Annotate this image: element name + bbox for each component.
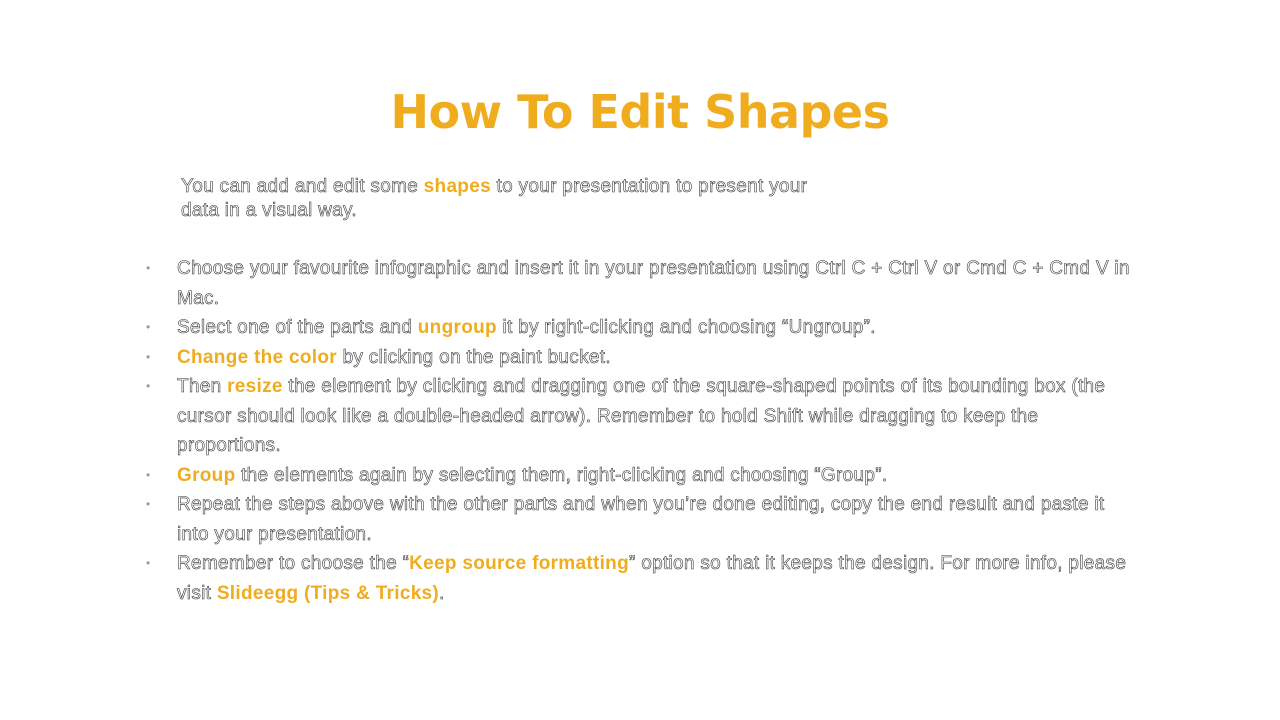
bullet-dot-icon: • xyxy=(146,349,151,364)
highlight-text: Group xyxy=(177,464,236,486)
list-item xyxy=(140,313,1140,343)
intro-highlight: shapes xyxy=(423,176,491,197)
body-text: Repeat the steps above with the other parts and when you’re done editing, copy the end result and paste it into your presentation. xyxy=(177,494,1105,545)
body-text: Then xyxy=(177,376,228,397)
list-item xyxy=(140,461,1140,491)
list-item xyxy=(140,549,1140,608)
body-text: by clicking on the paint bucket. xyxy=(336,346,611,368)
highlight-text: Slideegg (Tips & Tricks) xyxy=(216,582,440,604)
bullet-dot-icon: • xyxy=(146,497,151,511)
body-text: the element by clicking and dragging one of the square-shaped points of its bounding box (the cursor should look like a double-headed arrow). Remember to hold Shift while dragging to keep the proportions. xyxy=(177,376,1106,456)
highlight-text: resize xyxy=(227,376,283,397)
bullet-dot-icon: • xyxy=(146,379,151,393)
instruction-list xyxy=(140,254,1140,608)
body-text: Select one of the parts and xyxy=(177,317,418,338)
intro-text-post: to your presentation to present your data in a visual way. xyxy=(181,176,808,221)
highlight-text: Change the color xyxy=(177,346,337,368)
highlight-text: ungroup xyxy=(417,317,497,338)
list-item xyxy=(140,490,1140,549)
highlight-text: Keep source formatting xyxy=(409,553,629,574)
body-text: it by right-clicking and choosing “Ungroup”. xyxy=(496,317,876,338)
list-item xyxy=(140,343,1140,373)
body-text: the elements again by selecting them, right-clicking and choosing “Group”. xyxy=(235,464,888,486)
list-item xyxy=(140,372,1140,461)
list-item xyxy=(140,254,1140,313)
intro-paragraph xyxy=(181,175,831,223)
body-text: ” option so that it keeps the design. For more info, please visit xyxy=(177,553,1127,604)
slide-title: How To Edit Shapes xyxy=(390,85,890,139)
bullet-dot-icon: • xyxy=(146,320,151,334)
bullet-dot-icon: • xyxy=(146,556,151,570)
bullet-dot-icon: • xyxy=(146,261,151,275)
body-text: Choose your favourite infographic and insert it in your presentation using Ctrl C + Ctrl V or Cmd C + Cmd V in Mac. xyxy=(177,258,1130,309)
body-text: Remember to choose the “ xyxy=(177,553,410,574)
bullet-dot-icon: • xyxy=(146,467,151,482)
intro-text-pre: You can add and edit some xyxy=(181,176,424,197)
body-text: . xyxy=(439,582,445,604)
